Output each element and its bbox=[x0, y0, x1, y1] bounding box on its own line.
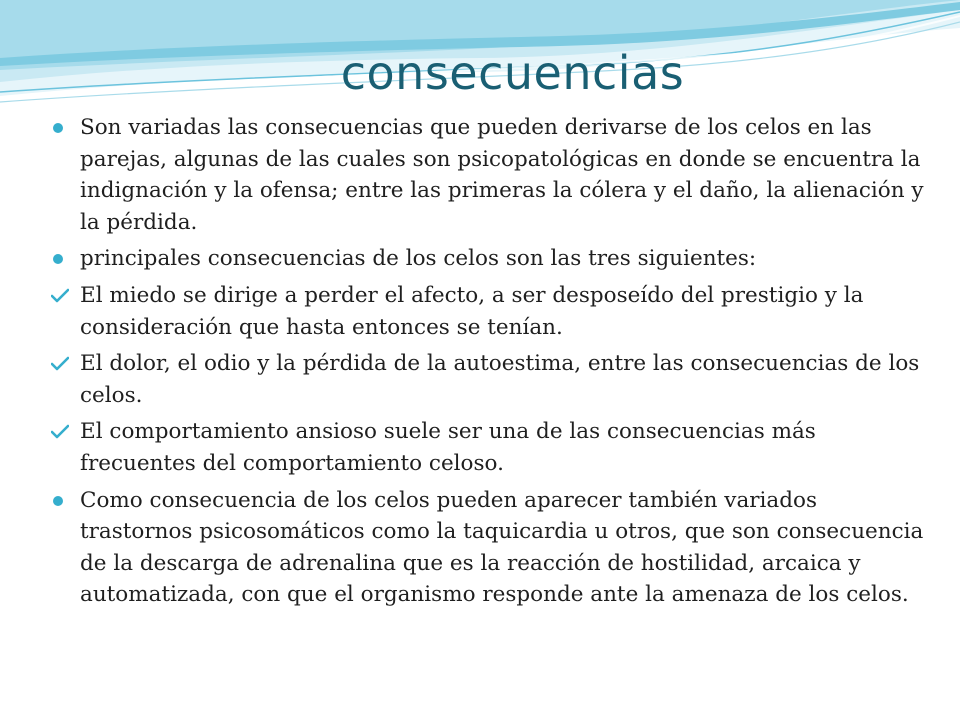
list-item bbox=[48, 243, 928, 275]
bullet-dot-icon bbox=[51, 485, 71, 516]
bullet-dot-icon bbox=[51, 112, 71, 143]
list-item bbox=[48, 348, 928, 411]
checkmark-icon bbox=[51, 348, 71, 379]
bullet-dot-icon bbox=[51, 243, 71, 274]
checkmark-icon bbox=[51, 416, 71, 447]
list-item-text: principales consecuencias de los celos son las tres siguientes: bbox=[80, 246, 757, 272]
list-item-text: El comportamiento ansioso suele ser una de las consecuencias más frecuentes del comportamiento celoso. bbox=[80, 419, 816, 476]
list-item bbox=[48, 485, 928, 611]
list-item-text: Como consecuencia de los celos pueden aparecer también variados trastornos psicosomáticos como la taquicardia u otros, que son consecuencia de la descarga de adrenalina que es la reacción de hostilidad, arcaica y automatizada, con que el organismo responde ante la amenaza de los celos. bbox=[80, 487, 924, 608]
list-item-text: El miedo se dirige a perder el afecto, a ser desposeído del prestigio y la consideración que hasta entonces se tenían. bbox=[80, 282, 864, 340]
checkmark-icon bbox=[51, 280, 71, 311]
list-item-text: El dolor, el odio y la pérdida de la autoestima, entre las consecuencias de los celos. bbox=[80, 351, 920, 408]
list-item-text: Son variadas las consecuencias que pueden derivarse de los celos en las parejas, algunas de las cuales son psicopatológicas en donde se encuentra la indignación y la ofensa; entre las primeras la cólera y el daño, la alienación y la pérdida. bbox=[80, 115, 924, 235]
list-item bbox=[48, 280, 928, 343]
slide-title: consecuencias bbox=[340, 46, 685, 100]
list-item bbox=[48, 416, 928, 479]
list-item bbox=[48, 112, 928, 238]
bullet-list bbox=[48, 112, 928, 616]
